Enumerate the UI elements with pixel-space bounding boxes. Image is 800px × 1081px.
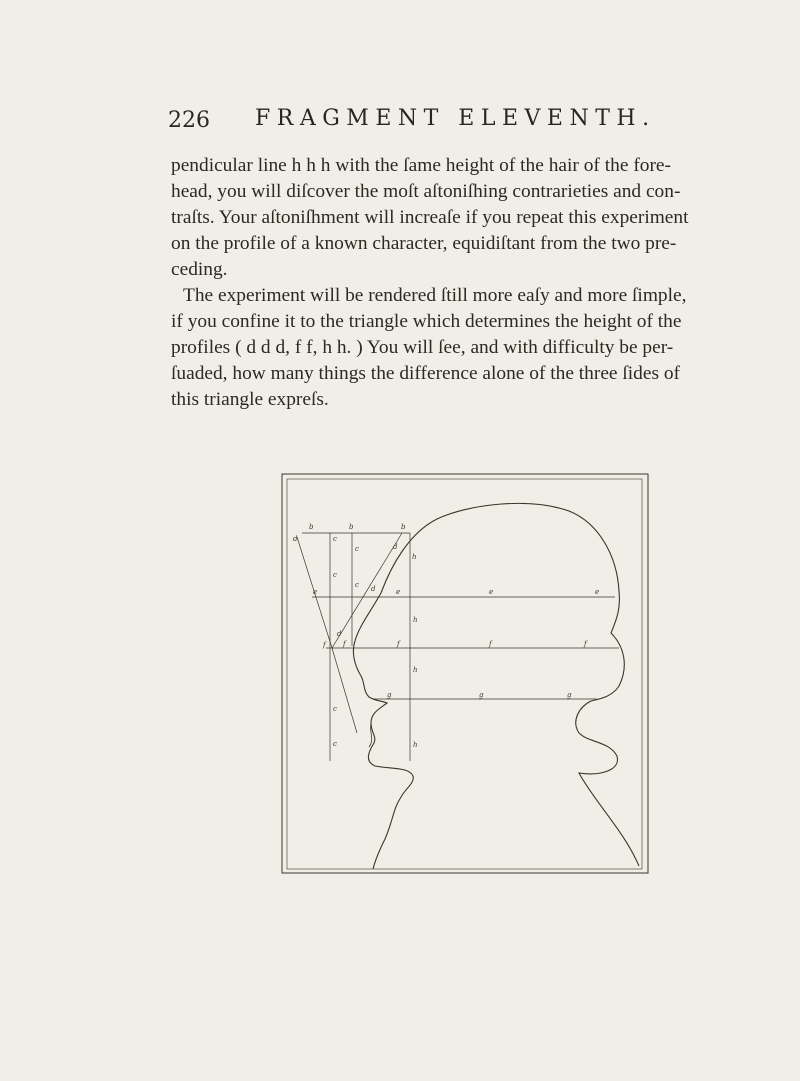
label-b3: b: [401, 523, 406, 531]
label-h2: h: [413, 616, 418, 624]
profile-diagram: [279, 471, 659, 883]
label-h1: h: [412, 553, 417, 561]
body-text: [171, 153, 689, 413]
text-line: traſts. Your aſtoniſhment will increaſe if you repeat this experiment: [171, 207, 689, 228]
label-f4: f: [584, 640, 587, 648]
text-line: The experiment will be rendered ſtill more eaſy and more ſimple,: [183, 285, 687, 306]
text-line: pendicular line h h h with the ſame height of the hair of the fore-: [171, 155, 671, 176]
label-e3: e: [489, 588, 494, 596]
label-g2: g: [479, 691, 484, 699]
triangle-side-low: [332, 648, 357, 733]
label-d-left: d: [293, 535, 298, 543]
label-e2: e: [396, 588, 401, 596]
text-line: ceding.: [171, 259, 228, 280]
plate-border-outer: [282, 474, 648, 873]
label-d-upper: d: [393, 543, 398, 551]
label-d-lower: d: [337, 630, 342, 638]
face-profile-outline: [353, 593, 413, 869]
text-line: profiles ( d d d, f f, h h. ) You will ſee, and with difficulty be per-: [171, 337, 674, 358]
label-f3: f: [489, 640, 492, 648]
label-c-mid2: c: [355, 581, 359, 589]
label-h3: h: [413, 666, 418, 674]
label-d-mid: d: [371, 585, 376, 593]
label-f-left: f: [323, 641, 326, 649]
text-line: on the profile of a known character, equidiſtant from the two pre-: [171, 233, 677, 254]
label-c-mid1: c: [333, 571, 337, 579]
text-line: head, you will diſcover the moſt aſtoniſhing contrarieties and con-: [171, 181, 681, 202]
label-h4: h: [413, 741, 418, 749]
triangle-side-d: [332, 533, 402, 648]
head-profile-outline: [381, 503, 639, 866]
label-b1: b: [309, 523, 314, 531]
label-g3: g: [567, 691, 572, 699]
running-head: FRAGMENT ELEVENTH.: [255, 106, 656, 131]
text-line: ſuaded, how many things the difference alone of the three ſides of: [171, 363, 681, 384]
label-f1: f: [343, 640, 346, 648]
label-e1: e: [313, 588, 318, 596]
label-b2: b: [349, 523, 354, 531]
plate-border-inner: [287, 479, 642, 869]
text-line: if you confine it to the triangle which determines the height of the: [171, 311, 682, 332]
label-c-top1: c: [333, 535, 337, 543]
text-line: this triangle expreſs.: [171, 389, 329, 410]
label-f2: f: [397, 640, 400, 648]
label-g1: g: [387, 691, 392, 699]
page-number: 226: [168, 108, 210, 133]
profile-diagram-svg: [279, 471, 659, 883]
label-c-low1: c: [333, 705, 337, 713]
label-c-low2: c: [333, 740, 337, 748]
label-c-top2: c: [355, 545, 359, 553]
label-e4: e: [595, 588, 600, 596]
